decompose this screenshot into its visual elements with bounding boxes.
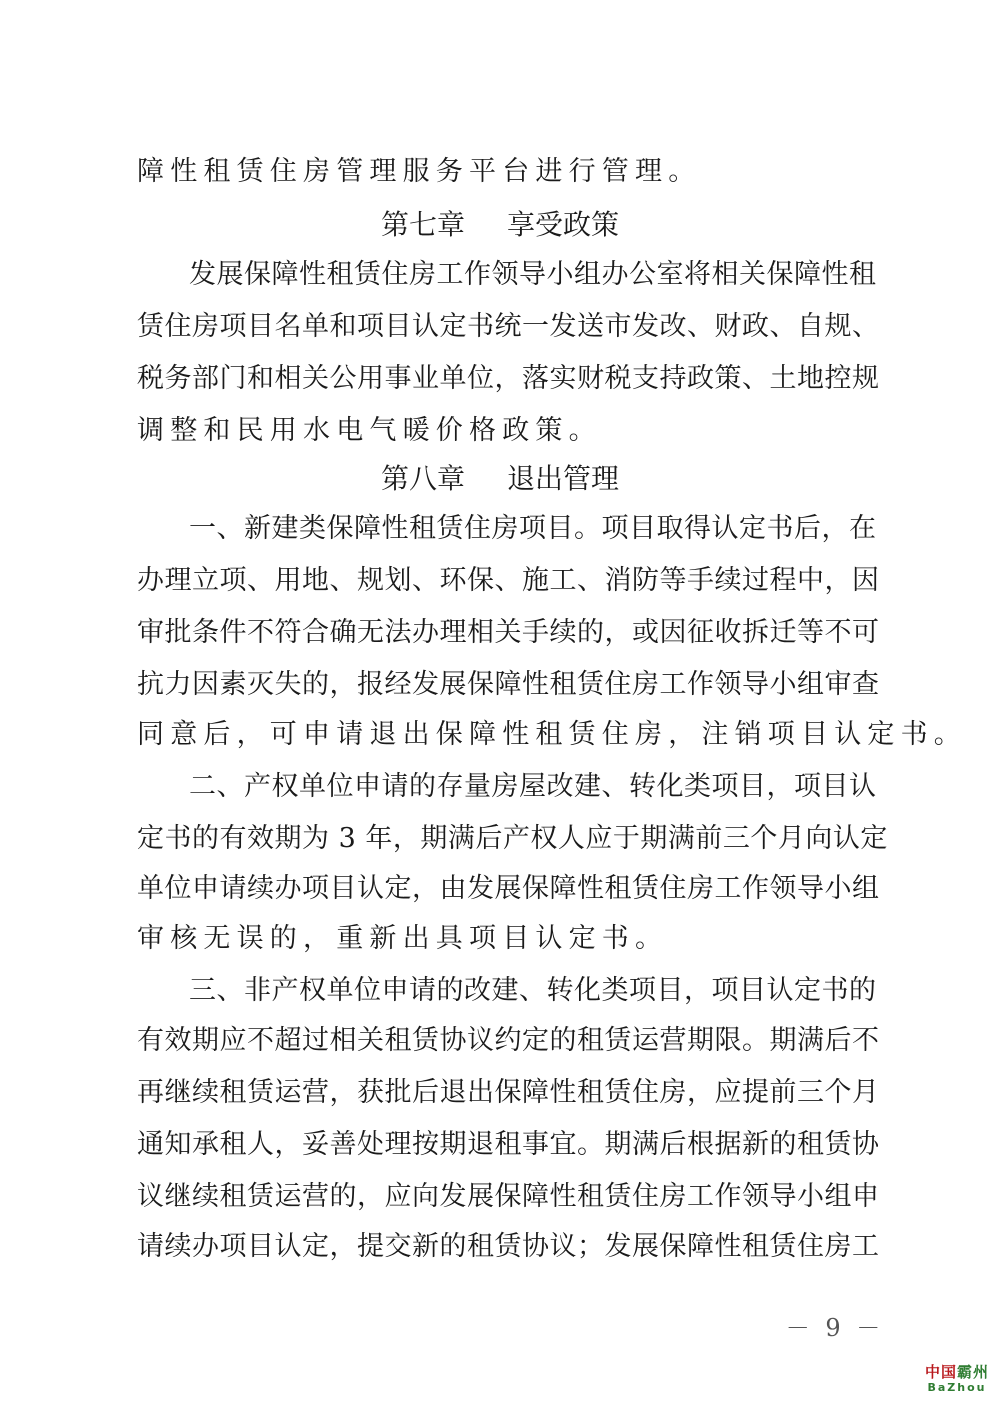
chapter-7-line: 赁住房项目名单和项目认定书统一发送市发改、财政、自规、 bbox=[137, 311, 880, 342]
item-2-line: 二、产权单位申请的存量房屋改建、转化类项目，项目认 bbox=[189, 771, 877, 802]
item-2-line: 单位申请续办项目认定，由发展保障性租赁住房工作领导小组 bbox=[137, 873, 880, 904]
item-1-line: 同意后，可申请退出保障性租赁住房，注销项目认定书。 bbox=[137, 719, 967, 750]
site-watermark bbox=[918, 1363, 996, 1395]
item-2-line: 定书的有效期为 3 年，期满后产权人应于期满前三个月向认定 bbox=[137, 823, 888, 854]
chapter-7-line: 调整和民用水电气暖价格政策。 bbox=[137, 415, 602, 446]
item-3-line: 请续办项目认定，提交新的租赁协议；发展保障性租赁住房工 bbox=[137, 1231, 880, 1262]
item-3-line: 三、非产权单位申请的改建、转化类项目，项目认定书的 bbox=[189, 975, 877, 1006]
chapter-8-number: 第八章 bbox=[380, 462, 465, 495]
watermark-en: BaZhou bbox=[927, 1381, 987, 1394]
intro-line: 障性租赁住房管理服务平台进行管理。 bbox=[137, 156, 702, 187]
chapter-7-line: 发展保障性租赁住房工作领导小组办公室将相关保障性租 bbox=[189, 259, 877, 290]
item-3-line: 再继续租赁运营，获批后退出保障性租赁住房，应提前三个月 bbox=[137, 1077, 880, 1108]
item-1-line: 办理立项、用地、规划、环保、施工、消防等手续过程中，因 bbox=[137, 565, 880, 596]
chapter-7-title: 享受政策 bbox=[507, 208, 620, 241]
chapter-8-heading bbox=[0, 459, 1000, 499]
item-1-line: 抗力因素灭失的，报经发展保障性租赁住房工作领导小组审查 bbox=[137, 669, 880, 700]
watermark-cn-prefix: 中国 bbox=[924, 1363, 957, 1381]
item-3-line: 有效期应不超过相关租赁协议约定的租赁运营期限。期满后不 bbox=[137, 1025, 880, 1056]
chapter-7-heading bbox=[0, 205, 1000, 245]
item-1-line: 审批条件不符合确无法办理相关手续的，或因征收拆迁等不可 bbox=[137, 617, 880, 648]
chapter-8-title: 退出管理 bbox=[507, 462, 620, 495]
watermark-cn-suffix: 霸州 bbox=[957, 1363, 990, 1381]
chapter-7-number: 第七章 bbox=[380, 208, 465, 241]
watermark-cn bbox=[918, 1363, 996, 1381]
chapter-7-line: 税务部门和相关公用事业单位，落实财税支持政策、土地控规 bbox=[137, 363, 880, 394]
item-2-line: 审核无误的，重新出具项目认定书。 bbox=[137, 923, 669, 954]
item-3-line: 议继续租赁运营的，应向发展保障性租赁住房工作领导小组申 bbox=[137, 1181, 880, 1212]
item-1-line: 一、新建类保障性租赁住房项目。项目取得认定书后，在 bbox=[189, 513, 877, 544]
item-3-line: 通知承租人，妥善处理按期退租事宜。期满后根据新的租赁协 bbox=[137, 1129, 880, 1160]
page-number: － 9 － bbox=[785, 1314, 885, 1342]
